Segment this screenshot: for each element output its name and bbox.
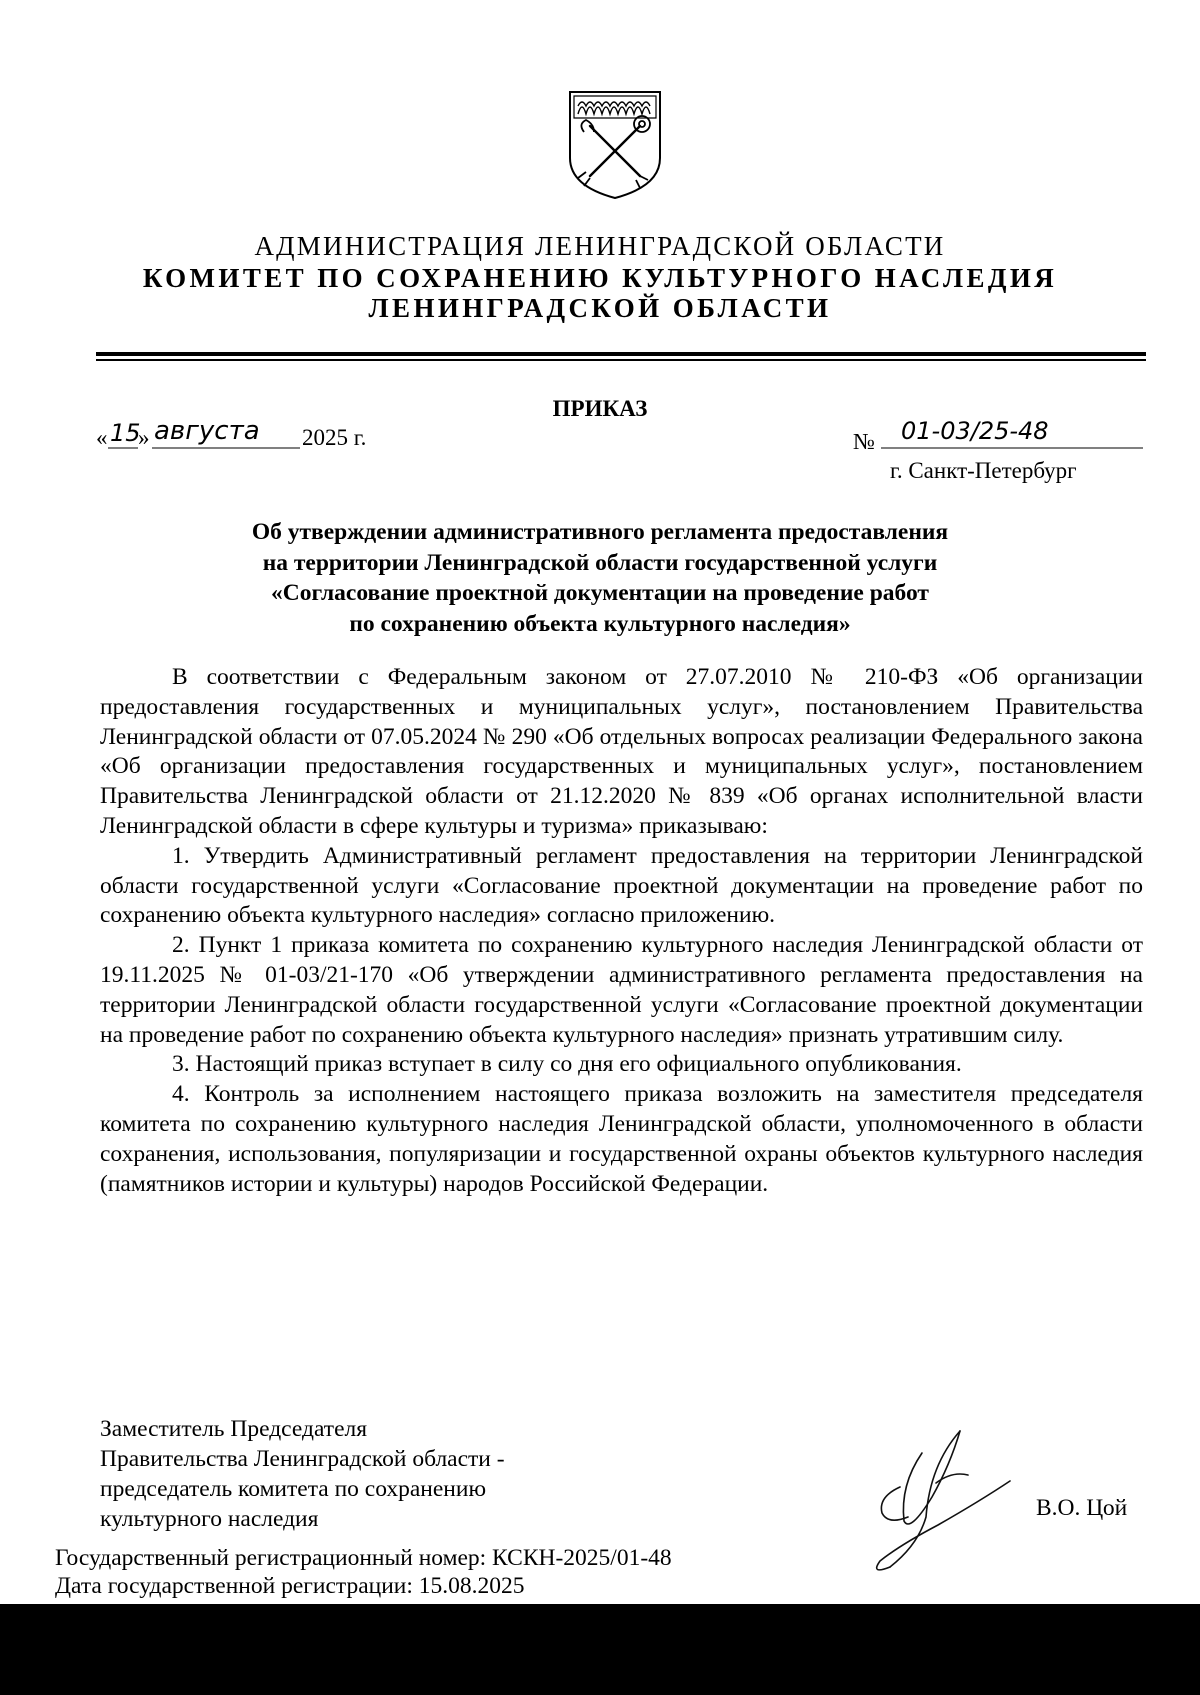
committee-heading-line2: ЛЕНИНГРАДСКОЙ ОБЛАСТИ: [368, 293, 832, 323]
order-item-1: 1. Утвердить Административный регламент предоставления на территории Ленинградской области государственной услуги «Согласование проектной документации на проведение работ по сохранению объекта культурного наследия» согласно приложению.: [100, 842, 1143, 929]
position-line: Правительства Ленинградской области -: [100, 1446, 505, 1472]
signatory-position: [100, 1414, 505, 1534]
date-day-handwritten: 15: [110, 419, 141, 447]
order-item-2: 2. Пункт 1 приказа комитета по сохранению культурного наследия Ленинградской области от 19.11.2025 № 01-03/21-170 «Об утверждении административного регламента предоставления на территории Ленинградской области государственной услуги «Согласование проектной документации на проведение работ по сохранению объекта культурного наследия» признать утратившим силу.: [100, 932, 1143, 1048]
subject-line: «Согласование проектной документации на проведение работ: [271, 580, 929, 606]
registration-number: Государственный регистрационный номер: КСКН-2025/01-48: [55, 1545, 672, 1571]
registration-info: [55, 1544, 672, 1600]
administration-heading: АДМИНИСТРАЦИЯ ЛЕНИНГРАДСКОЙ ОБЛАСТИ: [254, 231, 946, 261]
registration-date: Дата государственной регистрации: 15.08.2025: [55, 1573, 525, 1599]
subject-line: Об утверждении административного регламента предоставления: [251, 519, 949, 545]
position-line: культурного наследия: [100, 1506, 319, 1532]
order-item-4: 4. Контроль за исполнением настоящего приказа возложить на заместителя председателя комитета по сохранению культурного наследия Ленинградской области, уполномоченного в области сохранения, использования, популяризации и государственной охраны объектов культурного наследия (памятников истории и культуры) народов Российской Федерации.: [100, 1081, 1143, 1197]
date-year: 2025 г.: [302, 425, 367, 450]
header-rule-thin: [96, 359, 1146, 361]
order-body: [100, 663, 1143, 1199]
order-number-handwritten: 01-03/25-48: [901, 417, 1049, 445]
order-date: [96, 415, 446, 465]
scan-bottom-band: [0, 1604, 1200, 1695]
subject-line: на территории Ленинградской области государственной услуги: [262, 549, 938, 576]
preamble: В соответствии с Федеральным законом от 27.07.2010 № 210-ФЗ «Об организации предоставления государственных и муниципальных услуг», постановлением Правительства Ленинградской области от 07.05.2024 № 290 «Об отдельных вопросах реализации Федерального закона «Об организации предоставления государственных и муниципальных услуг», постановлением Правительства Ленинградской области от 21.12.2020 № 839 «Об органах исполнительной власти Ленинградской области в сфере культуры и туризма» приказываю:: [100, 664, 1143, 839]
coat-of-arms-emblem: [566, 88, 664, 200]
date-month-handwritten: августа: [154, 416, 260, 446]
subject-line: по сохранению объекта культурного наследия»: [349, 610, 851, 637]
committee-heading-line1: КОМИТЕТ ПО СОХРАНЕНИЮ КУЛЬТУРНОГО НАСЛЕДИЯ: [142, 263, 1058, 293]
header-rule-thick: [96, 352, 1146, 356]
order-subject: [0, 517, 1200, 639]
position-line: Заместитель Председателя: [100, 1416, 368, 1442]
city: г. Санкт-Петербург: [890, 458, 1077, 483]
signatory-name: В.О. Цой: [1036, 1495, 1128, 1521]
number-prefix: №: [853, 429, 875, 454]
position-line: председатель комитета по сохранению: [100, 1476, 487, 1502]
svg-text:«: «: [96, 425, 108, 450]
handwritten-signature: [860, 1425, 1030, 1575]
order-item-3: 3. Настоящий приказ вступает в силу со дня его официального опубликования.: [172, 1051, 962, 1078]
order-number: [853, 415, 1143, 455]
svg-text:»: »: [138, 425, 150, 450]
order-title: ПРИКАЗ: [552, 396, 648, 421]
